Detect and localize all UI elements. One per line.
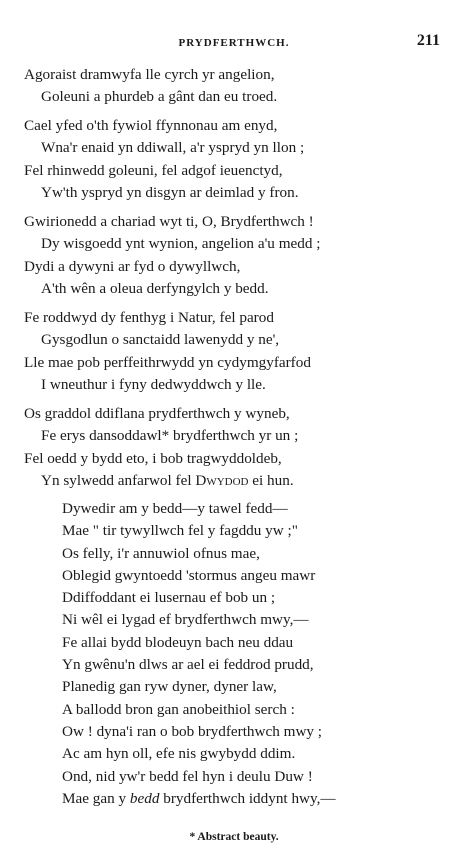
- verse-line: Dy wisgoedd ynt wynion, angelion a'u medd ;: [41, 235, 321, 253]
- verse-line: Yw'th yspryd yn disgyn ar deimlad y fron.: [41, 184, 299, 202]
- poem-line: Ow ! dyna'i ran o bob brydferthwch mwy ;: [62, 722, 323, 740]
- poem-line: Os felly, i'r annuwiol ofnus mae,: [62, 544, 260, 562]
- poem-line: Mae " tir tywyllwch fel y fagddu yw ;": [62, 522, 298, 540]
- page-number: 211: [416, 32, 440, 49]
- verse-line: Wna'r enaid yn ddiwall, a'r yspryd yn llon ;: [41, 139, 305, 157]
- stanza-4: [24, 307, 444, 397]
- poem-line: A ballodd bron gan anobeithiol serch :: [62, 700, 295, 718]
- verse-line: Lle mae pob perffeithrwydd yn cydymgyfarfod: [24, 353, 311, 371]
- poem-line: Ac am hyn oll, efe nis gwybydd ddim.: [62, 745, 296, 763]
- poem-line: Planedig gan ryw dyner, dyner law,: [62, 678, 277, 696]
- stanza-1: [24, 64, 444, 109]
- verse-line: Fel oedd y bydd eto, i bob tragwyddoldeb,: [24, 449, 282, 467]
- verse-line: Agoraist dramwyfa lle cyrch yr angelion,: [24, 66, 275, 83]
- stanza-2: [24, 115, 444, 205]
- footnote: * Abstract beauty.: [189, 831, 279, 843]
- verse-line: Yn sylwedd anfarwol fel Dwydod ei hun.: [41, 472, 294, 490]
- verse-line: Fel rhinwedd goleuni, fel adgof ieuenctyd,: [24, 161, 283, 179]
- verse-line: A'th wên a oleua derfyngylch y bedd.: [41, 280, 269, 298]
- emphasis-bedd: bedd: [129, 789, 160, 807]
- verse-line: Goleuni a phurdeb a gânt dan eu troed.: [41, 88, 278, 106]
- verse-line: Fe roddwyd dy fenthyg i Natur, fel parod: [24, 309, 274, 326]
- poem-line: Oblegid gwyntoedd 'stormus angeu mawr: [62, 566, 316, 584]
- stanza-3: [24, 211, 444, 301]
- poem-block: [24, 498, 444, 810]
- running-head: [0, 34, 468, 54]
- running-title: PRYDFERTHWCH.: [178, 37, 290, 49]
- verse-line: I wneuthur i fyny dedwyddwch y lle.: [41, 376, 266, 394]
- verse-line: Gysgodlun o sanctaidd lawenydd y ne',: [41, 331, 280, 349]
- verse-line: Cael yfed o'th fywiol ffynnonau am enyd,: [24, 117, 278, 134]
- verse-line: Gwirionedd a chariad wyt ti, O, Brydferthwch !: [24, 213, 314, 230]
- verse-line: Os graddol ddiflana prydferthwch y wyneb,: [24, 405, 290, 422]
- poem-line: Mae gan y bedd brydferthwch iddynt hwy,—: [62, 789, 336, 807]
- poem-line: Fe allai bydd blodeuyn bach neu ddau: [62, 633, 294, 651]
- poem-line: Ni wêl ei lygad ef brydferthwch mwy,—: [62, 611, 309, 629]
- poem-line: Ddiffoddant ei lusernau ef bob un ;: [62, 589, 276, 607]
- poem-line: Ond, nid yw'r bedd fel hyn i deulu Duw !: [62, 767, 313, 785]
- poem-line: Dywedir am y bedd—y tawel fedd—: [62, 500, 288, 517]
- stanza-5: [24, 403, 444, 493]
- poem-line: Yn gwênu'n dlws ar ael ei feddrod prudd,: [62, 656, 314, 674]
- verse-line: Fe erys dansoddawl* brydferthwch yr un ;: [41, 427, 299, 445]
- verse-line: Dydi a dywyni ar fyd o dywyllwch,: [24, 257, 241, 275]
- name-dwydod: Dwydod: [195, 472, 249, 490]
